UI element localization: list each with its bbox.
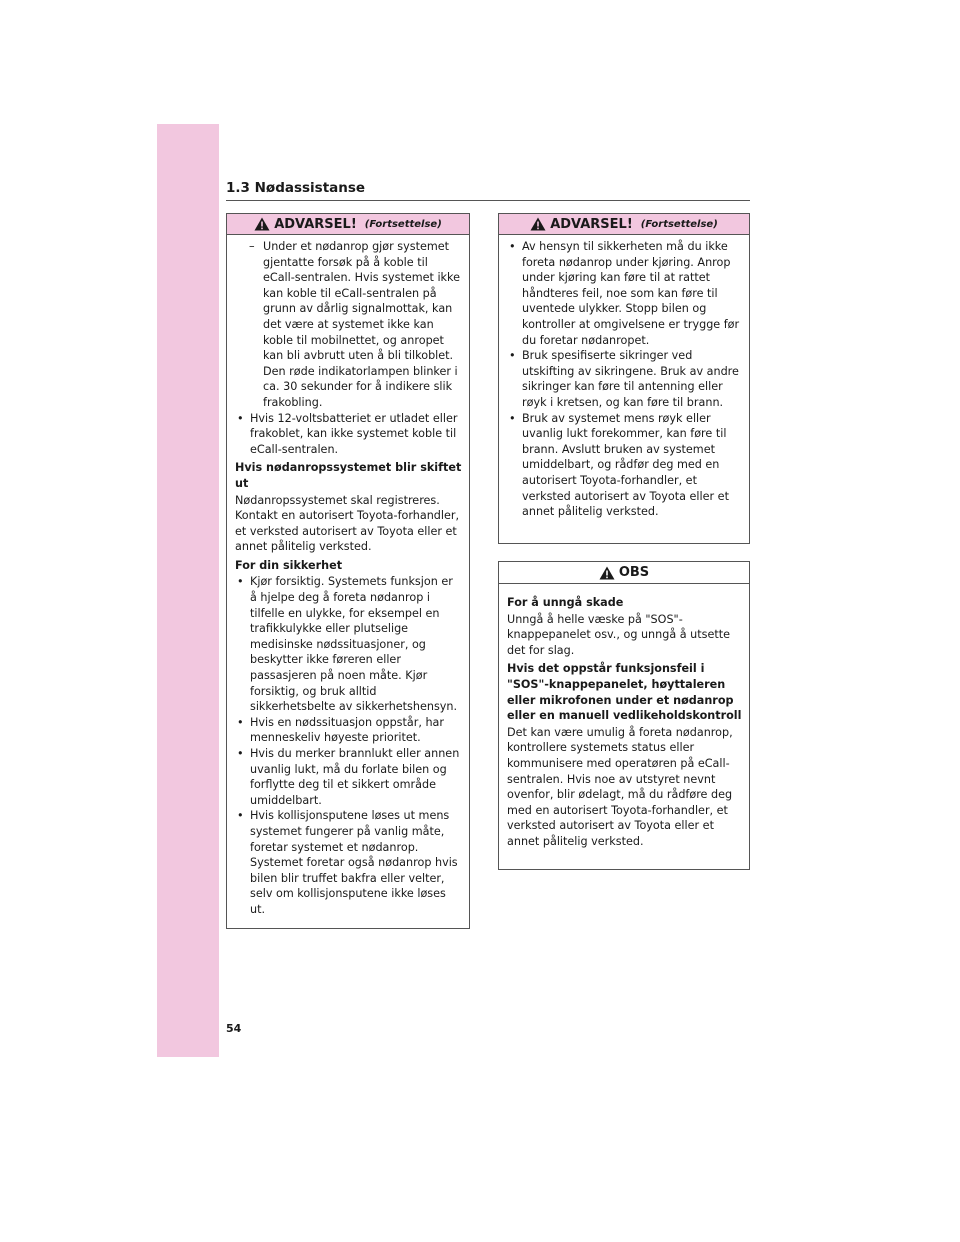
warning-subtitle: (Fortsettelse)	[640, 218, 718, 230]
list-item: • Hvis 12-voltsbatteriet er utladet eller frakoblet, kan ikke systemet koble til eCall-sentralen.	[235, 411, 462, 458]
warning-subtitle: (Fortsettelse)	[364, 218, 442, 230]
section-divider	[226, 200, 750, 201]
subheading: For å unngå skade	[507, 596, 624, 609]
page-number: 54	[226, 1022, 242, 1035]
warning-title: ADVARSEL!	[274, 216, 357, 232]
subheading: Hvis det oppstår funksjonsfeil i "SOS"-knappepanelet, høyttaleren eller mikrofonen under et nødanrop eller en manuell vedlikeholdskontroll	[507, 662, 742, 723]
list-item: • Bruk av systemet mens røyk eller uvanlig lukt forekommer, kan føre til brann. Avslutt bruken av systemet umiddelbart, og rådfør deg med en autorisert Toyota-forhandler, et verksted autorisert av Toyota eller et annet pålitelig verksted.	[507, 411, 742, 520]
warning-triangle-icon	[254, 217, 270, 231]
bullet-list	[507, 239, 742, 520]
warning-content	[499, 235, 749, 526]
warning-header	[227, 214, 469, 235]
list-item: • Bruk spesifiserte sikringer ved utskifting av sikringene. Bruk av andre sikringer kan føre til antenning eller røyk i kretsen, og kan føre til brann.	[507, 348, 742, 410]
warning-header	[499, 214, 749, 235]
notice-box	[498, 561, 750, 870]
warning-box-right	[498, 213, 750, 544]
notice-header	[499, 562, 749, 584]
list-item: – Under et nødanrop gjør systemet gjentatte forsøk på å koble til eCall-sentralen. Hvis systemet ikke kan koble til eCall-sentralen på grunn av dårlig signalmottak, kan det være at systemet ikke kan koble til mobilnettet, og anropet kan bli avbrutt uten å bli tilkoblet. Den røde indikatorlampen blinker i ca. 30 sekunder for å indikere slik frakobling.	[235, 239, 462, 411]
bullet-list	[235, 411, 462, 458]
paragraph: Nødanropssystemet skal registreres. Kontakt en autorisert Toyota-forhandler, et verksted autorisert av Toyota eller et annet pålitelig verksted.	[235, 493, 460, 554]
warning-content	[227, 235, 469, 924]
paragraph: Unngå å helle væske på "SOS"-knappepanelet osv., og unngå å utsette det for slag.	[507, 612, 731, 657]
notice-title: OBS	[618, 565, 650, 580]
bullet-list	[235, 574, 462, 917]
warning-triangle-icon	[530, 217, 546, 231]
list-item: • Kjør forsiktig. Systemets funksjon er å hjelpe deg å foreta nødanrop i tilfelle en ulykke, for eksempel en trafikkulykke eller plutselige medisinske nødssituasjoner, og beskytter ikke føreren eller passasjeren på noen måte. Kjør forsiktig, og bruk alltid sikkerhetsbelte av sikkerhetshensyn.	[235, 574, 462, 714]
list-item: • Hvis du merker brannlukt eller annen uvanlig lukt, må du forlate bilen og forflytte deg til et sikkert område umiddelbart.	[235, 746, 462, 808]
paragraph: Det kan være umulig å foreta nødanrop, kontrollere systemets status eller kommunisere med operatøren på eCall-sentralen. Hvis noe av utstyret nevnt ovenfor, blir ødelagt, må du rådføre deg med en autorisert Toyota-forhandler, et verksted autorisert av Toyota eller et annet pålitelig verksted.	[507, 725, 733, 848]
section-title: 1.3 Nødassistanse	[226, 180, 366, 196]
list-item: • Hvis en nødssituasjon oppstår, har menneskeliv høyeste prioritet.	[235, 715, 462, 746]
notice-triangle-icon	[599, 566, 615, 580]
subheading: Hvis nødanropssystemet blir skiftet ut	[235, 461, 462, 490]
notice-content	[499, 584, 749, 859]
warning-title: ADVARSEL!	[550, 216, 633, 232]
warning-box-left	[226, 213, 470, 929]
list-item: • Hvis kollisjonsputene løses ut mens systemet fungerer på vanlig måte, foretar systemet et nødanrop. Systemet foretar også nødanrop hvis bilen blir truffet bakfra eller velter, selv om kollisjonsputene ikke løses ut.	[235, 808, 462, 917]
subheading: For din sikkerhet	[235, 558, 343, 572]
list-item: • Av hensyn til sikkerheten må du ikke foreta nødanrop under kjøring. Anrop under kjøring kan føre til at rattet håndteres feil, noe som kan føre til uventede ulykker. Stopp bilen og kontroller at omgivelsene er trygge før du foretar nødanropet.	[507, 239, 742, 348]
